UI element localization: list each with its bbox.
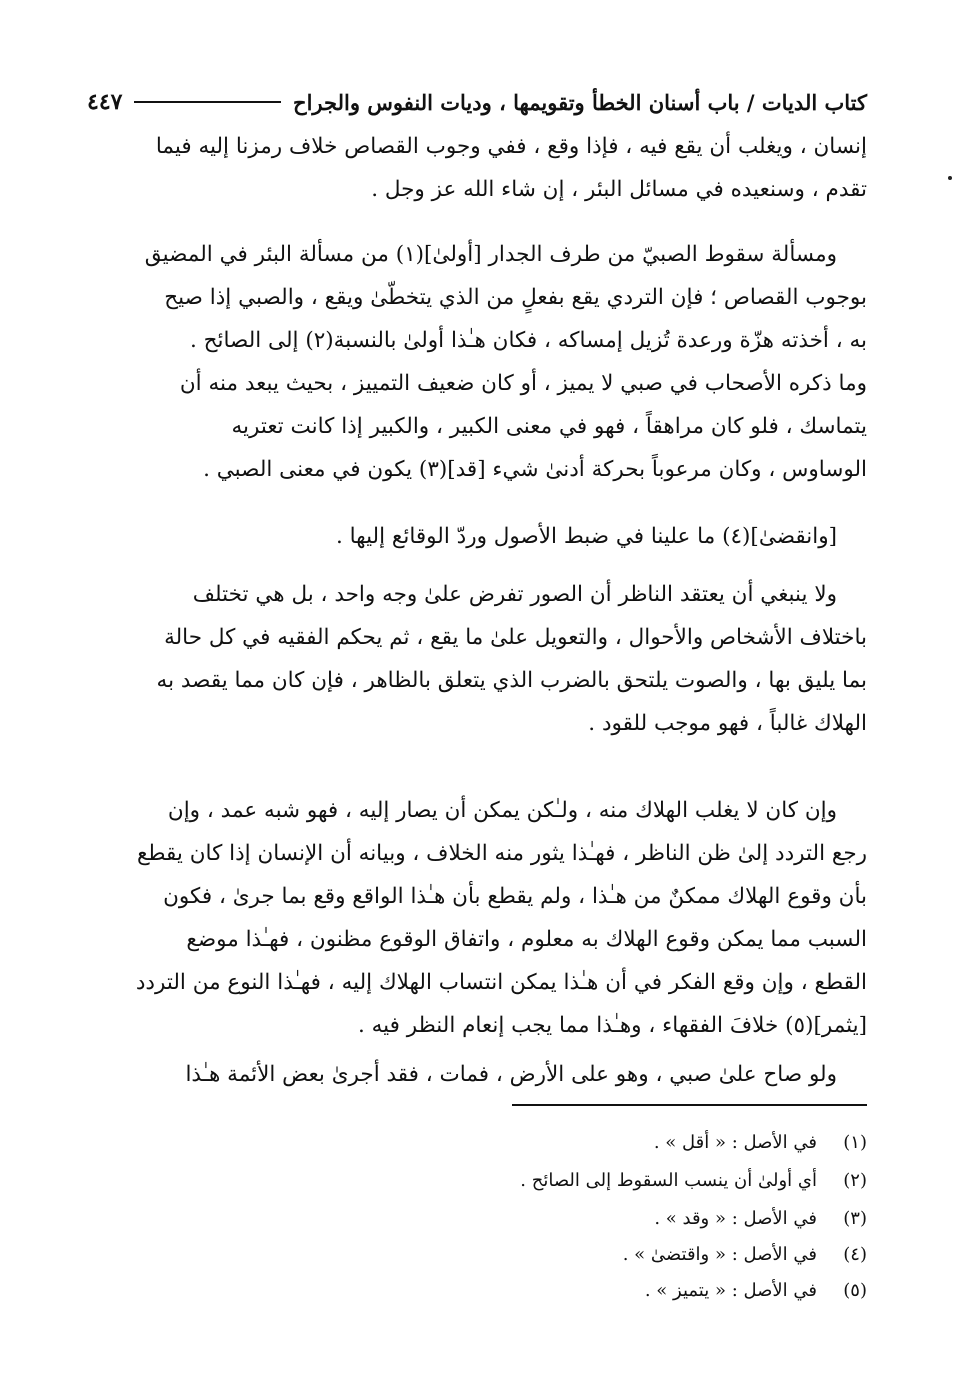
text-line: القطع ، وإن وقع الفكر في أن هـٰذا يمكن انتساب الهلاك إليه ، فهـٰذا النوع من التردد bbox=[135, 970, 867, 995]
paragraph-5 bbox=[87, 789, 867, 1047]
text-line: ولو صاح علىٰ صبي ، وهو على الأرض ، فمات ، فقد أجرىٰ بعض الأئمة هـٰذا bbox=[185, 1062, 837, 1087]
footnote-text: أي أولىٰ أن ينسب السقوط إلى الصائح . bbox=[520, 1170, 817, 1191]
page-number: ٤٤٧ bbox=[87, 89, 123, 115]
text-line: بوجوب القصاص ؛ فإن التردي يقع بفعلٍ من الذي يتخطّىٰ ويقع ، والصبي إذا صيح bbox=[164, 285, 867, 310]
text-line: رجع التردد إلىٰ ظن الناظر ، فهـٰذا يثور منه الخلاف ، وبيانه أن الإنسان إذا كان يقطع bbox=[136, 841, 867, 866]
footnote-rule bbox=[512, 1104, 867, 1106]
text-line: به ، أخذته هزّة ورعدة تُزيل إمساكه ، فكان هـٰذا أولىٰ بالنسبة(٢) إلى الصائح . bbox=[189, 328, 867, 353]
footnote-5 bbox=[645, 1276, 867, 1306]
footnote-number: (١) bbox=[843, 1132, 867, 1153]
footnote-3 bbox=[654, 1204, 867, 1234]
footnote-text: في الأصل : « أقل » . bbox=[653, 1132, 817, 1153]
text-line: إنسان ، ويغلب أن يقع فيه ، فإذا وقع ، ففي وجوب القصاص خلاف رمزنا إليه فيما bbox=[155, 134, 867, 159]
chapter-title: كتاب الديات / باب أسنان الخطأ وتقويمها ، وديات النفوس والجراح bbox=[293, 89, 867, 115]
footnote-text: في الأصل : « واقتضىٰ » . bbox=[622, 1244, 817, 1265]
footnote-text: في الأصل : « يتميز » . bbox=[644, 1280, 817, 1301]
paragraph-1 bbox=[87, 125, 867, 211]
text-line: بما يليق بها ، والصوت يلتحق بالضرب الذي يتعلق بالظاهر ، فإن كان مما يقصد به bbox=[156, 668, 867, 693]
header-rule bbox=[134, 101, 281, 103]
paragraph-3 bbox=[87, 515, 867, 558]
text-line: الوساوس ، وكان مرعوباً بحركة أدنىٰ شيء [قد](٣) يكون في معنى الصبي . bbox=[203, 457, 867, 482]
text-line: بأن وقوع الهلاك ممكنٌ من هـٰذا ، ولم يقطع بأن هـٰذا الواقع وقع بما جرىٰ ، فكون bbox=[163, 884, 867, 909]
text-line: ومسألة سقوط الصبيّ من طرف الجدار [أولىٰ](١) من مسألة البئر في المضيق bbox=[144, 242, 837, 267]
text-line: ولا ينبغي أن يعتقد الناظر أن الصور تفرض علىٰ وجه واحد ، بل هي تختلف bbox=[192, 582, 837, 607]
margin-speck bbox=[948, 176, 952, 180]
text-line: باختلاف الأشخاص والأحوال ، والتعويل علىٰ ما يقع ، ثم يحكم الفقيه في كل حالة bbox=[164, 625, 867, 650]
text-line: تقدم ، وسنعيده في مسائل البئر ، إن شاء الله عز وجل . bbox=[371, 177, 867, 202]
footnote-number: (٣) bbox=[843, 1208, 867, 1229]
footnote-text: في الأصل : « وقد » . bbox=[654, 1208, 817, 1229]
footnote-number: (٤) bbox=[843, 1244, 867, 1265]
footnote-4 bbox=[623, 1240, 867, 1270]
paragraph-6 bbox=[87, 1053, 867, 1096]
text-line: وما ذكره الأصحاب في صبي لا يميز ، أو كان ضعيف التمييز ، بحيث يبعد منه أن bbox=[179, 371, 867, 396]
text-line: وإن كان لا يغلب الهلاك منه ، ولـٰكن يمكن أن يصار إليه ، فهو شبه عمد ، وإن bbox=[167, 798, 837, 823]
footnote-number: (٢) bbox=[843, 1170, 867, 1191]
text-line: [وانقضىٰ](٤) ما علينا في ضبط الأصول وردّ الوقائع إليها . bbox=[335, 524, 837, 549]
text-line: [يثمر](٥) خلافَ الفقهاء ، وهـٰذا مما يجب إنعام النظر فيه . bbox=[357, 1013, 867, 1038]
text-line: الهلاك غالباً ، فهو موجب للقود . bbox=[588, 711, 867, 736]
paragraph-4 bbox=[87, 573, 867, 745]
paragraph-2 bbox=[87, 233, 867, 491]
footnote-1 bbox=[654, 1128, 867, 1158]
text-line: يتماسك ، فلو كان مراهقاً ، فهو في معنى الكبير ، والكبير إذا كانت تعتريه bbox=[231, 414, 867, 439]
running-header bbox=[87, 82, 867, 122]
footnote-number: (٥) bbox=[843, 1280, 867, 1301]
footnote-2 bbox=[520, 1166, 867, 1196]
text-line: السبب مما يمكن وقوع الهلاك به معلوم ، واتفاق الوقوع مظنون ، فهـٰذا موضع bbox=[186, 927, 867, 952]
